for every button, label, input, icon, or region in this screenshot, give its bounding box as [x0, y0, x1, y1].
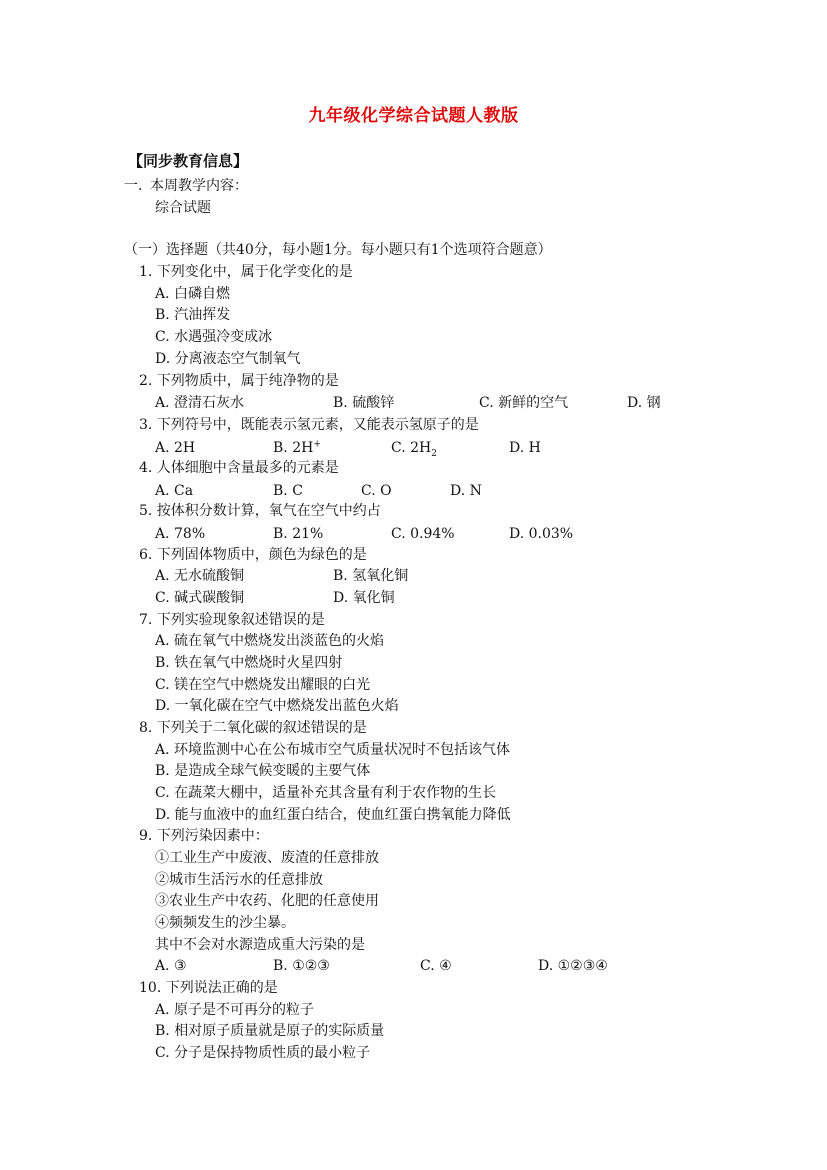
- question-2-option-c: C. 新鲜的空气: [479, 395, 569, 411]
- question-9-option-d: D. ①②③④: [538, 958, 608, 974]
- section-header: 【同步教育信息】: [128, 152, 249, 170]
- question-3-option-b-superscript: +: [313, 439, 321, 450]
- question-3-option-c-text: C. 2H: [391, 440, 432, 456]
- question-9-item-1: ①工业生产中废液、废渣的任意排放: [155, 850, 379, 866]
- question-4-option-c: C. O: [361, 483, 392, 499]
- question-9-item-3: ③农业生产中农药、化肥的任意使用: [155, 893, 379, 909]
- question-9-stem: 9. 下列污染因素中：: [139, 828, 269, 844]
- question-9-item-4: ④频频发生的沙尘暴。: [155, 915, 295, 931]
- question-1-stem: 1. 下列变化中，属于化学变化的是: [139, 264, 353, 280]
- part1-label: 本周教学内容：: [150, 178, 248, 194]
- question-5-option-c: C. 0.94%: [391, 526, 455, 542]
- question-4-option-d: D. N: [450, 483, 482, 499]
- question-1-option-c: C. 水遇强冷变成冰: [155, 329, 273, 345]
- question-7-option-c: C. 镁在空气中燃烧发出耀眼的白光: [155, 677, 371, 693]
- question-10-option-a: A. 原子是不可再分的粒子: [155, 1002, 315, 1018]
- question-7-option-a: A. 硫在氧气中燃烧发出淡蓝色的火焰: [155, 633, 385, 649]
- question-1-option-b: B. 汽油挥发: [155, 307, 231, 323]
- question-2-option-b: B. 硫酸锌: [333, 395, 395, 411]
- question-7-stem: 7. 下列实验现象叙述错误的是: [139, 612, 325, 628]
- question-6-stem: 6. 下列固体物质中，颜色为绿色的是: [139, 547, 367, 563]
- question-3-option-c: [391, 439, 437, 457]
- question-8-option-a: A. 环境监测中心在公布城市空气质量状况时不包括该气体: [155, 742, 511, 758]
- part1-content: 综合试题: [155, 200, 211, 216]
- question-1-option-d: D. 分离液态空气制氧气: [155, 351, 301, 367]
- question-5-stem: 5. 按体积分数计算，氧气在空气中约占: [139, 503, 381, 519]
- question-8-option-b: B. 是造成全球气候变暖的主要气体: [155, 763, 371, 779]
- question-9-option-b: B. ①②③: [273, 958, 330, 974]
- question-9-ask: 其中不会对水源造成重大污染的是: [155, 937, 365, 953]
- question-6-option-a: A. 无水硫酸铜: [155, 568, 245, 584]
- question-10-option-b: B. 相对原子质量就是原子的实际质量: [155, 1023, 385, 1039]
- choice-intro: （一）选择题（共40分，每小题1分。每小题只有1个选项符合题意）: [124, 242, 552, 258]
- question-6-option-b: B. 氢氧化铜: [333, 568, 409, 584]
- question-10-stem: 10. 下列说法正确的是: [139, 980, 278, 996]
- question-5-option-a: A. 78%: [155, 526, 206, 542]
- question-6-option-c: C. 碱式碳酸铜: [155, 590, 245, 606]
- question-4-stem: 4. 人体细胞中含量最多的元素是: [139, 460, 339, 476]
- question-4-option-a: A. Ca: [155, 483, 194, 499]
- question-8-stem: 8. 下列关于二氧化碳的叙述错误的是: [139, 720, 367, 736]
- question-3-stem: 3. 下列符号中，既能表示氢元素，又能表示氢原子的是: [139, 417, 479, 433]
- question-9-item-2: ②城市生活污水的任意排放: [155, 872, 323, 888]
- question-8-option-c: C. 在蔬菜大棚中，适量补充其含量有利于农作物的生长: [155, 785, 497, 801]
- question-10-option-c: C. 分子是保持物质性质的最小粒子: [155, 1045, 371, 1061]
- part1-number: 一.: [124, 178, 143, 194]
- question-3-option-b-text: B. 2H: [273, 440, 314, 456]
- question-4-option-b: B. C: [273, 483, 303, 499]
- question-3-option-a: A. 2H: [155, 440, 196, 456]
- question-7-option-d: D. 一氧化碳在空气中燃烧发出蓝色火焰: [155, 698, 399, 714]
- question-9-option-c: C. ④: [420, 958, 452, 974]
- document-title: 九年级化学综合试题人教版: [308, 106, 519, 126]
- question-5-option-d: D. 0.03%: [509, 526, 574, 542]
- question-3-option-c-subscript: 2: [431, 448, 437, 459]
- question-2-stem: 2. 下列物质中，属于纯净物的是: [139, 373, 339, 389]
- question-2-option-a: A. 澄清石灰水: [155, 395, 245, 411]
- question-7-option-b: B. 铁在氧气中燃烧时火星四射: [155, 655, 343, 671]
- question-3-option-b: [273, 439, 321, 457]
- question-1-option-a: A. 白磷自燃: [155, 286, 231, 302]
- question-5-option-b: B. 21%: [273, 526, 324, 542]
- question-6-option-d: D. 氧化铜: [333, 590, 395, 606]
- question-8-option-d: D. 能与血液中的血红蛋白结合，使血红蛋白携氧能力降低: [155, 807, 511, 823]
- question-9-option-a: A. ③: [155, 958, 187, 974]
- question-2-option-d: D. 钢: [627, 395, 661, 411]
- question-3-option-d: D. H: [509, 440, 541, 456]
